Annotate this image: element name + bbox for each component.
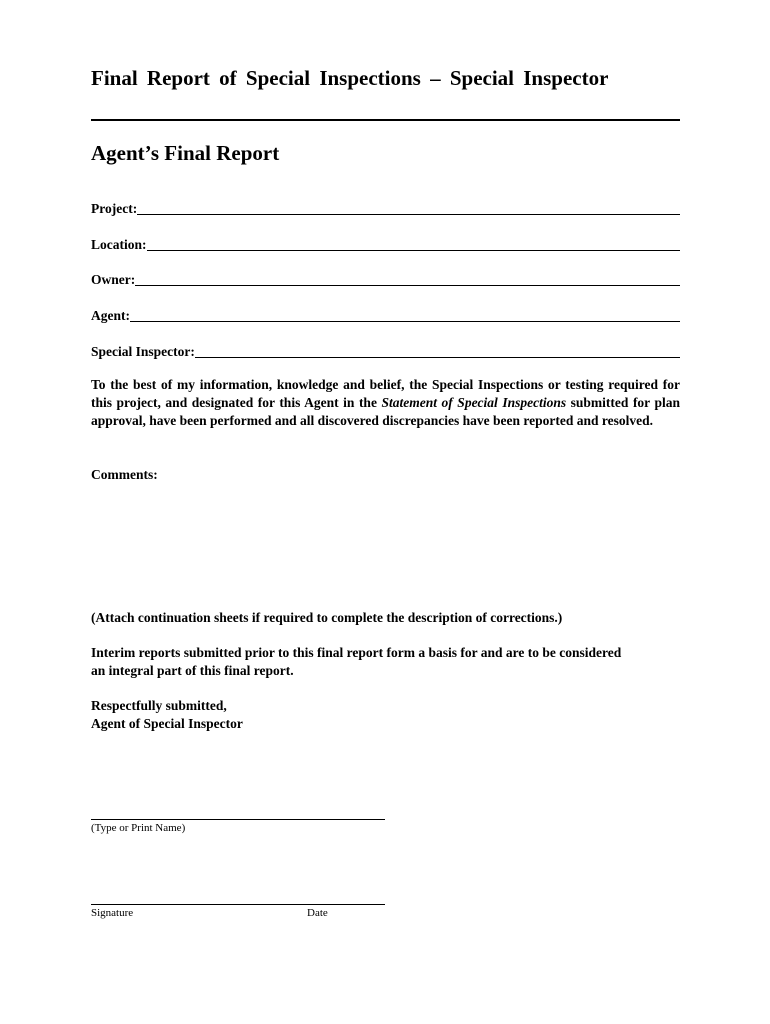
agent-field[interactable] xyxy=(91,304,680,324)
signature-line[interactable] xyxy=(91,904,385,905)
location-input-line[interactable] xyxy=(147,235,681,251)
special-inspector-label: Special Inspector: xyxy=(91,344,195,359)
print-name-label: (Type or Print Name) xyxy=(91,822,186,834)
owner-field[interactable] xyxy=(91,268,680,288)
project-label: Project: xyxy=(91,201,138,216)
print-name-line[interactable] xyxy=(91,819,385,820)
interim-note: Interim reports submitted prior to this final report form a basis for and are to be considered an integral part of this final report. xyxy=(91,645,622,678)
agent-label: Agent: xyxy=(91,308,130,323)
project-field[interactable] xyxy=(91,197,680,217)
owner-input-line[interactable] xyxy=(135,270,680,286)
special-inspector-input-line[interactable] xyxy=(195,342,680,358)
page-title: Final Report of Special Inspections – Special Inspector xyxy=(91,66,609,90)
location-label: Location: xyxy=(91,237,147,252)
project-input-line[interactable] xyxy=(137,199,680,215)
statement-part-1: To the best of my information, knowledge and belief, the Special Inspections or testing required for this project, and designated for this Agent in the xyxy=(91,377,680,410)
page-subtitle: Agent’s Final Report xyxy=(91,141,280,165)
certification-statement xyxy=(91,376,680,430)
signature-label: Signature xyxy=(91,907,134,919)
closing-line-1: Respectfully submitted, xyxy=(91,698,227,713)
special-inspector-field[interactable] xyxy=(91,340,680,360)
statement-italic-title: Statement of Special Inspections xyxy=(381,395,567,410)
closing-line-2: Agent of Special Inspector xyxy=(91,716,243,731)
comments-label: Comments: xyxy=(91,467,158,482)
attach-note: (Attach continuation sheets if required to complete the description of corrections.) xyxy=(91,610,563,625)
owner-label: Owner: xyxy=(91,272,136,287)
title-divider xyxy=(91,119,680,121)
date-label: Date xyxy=(307,907,328,919)
location-field[interactable] xyxy=(91,233,680,253)
statement-part-2: submitted for plan approval, have been performed and all discovered discrepancies have been reported and resolved. xyxy=(91,395,680,428)
agent-input-line[interactable] xyxy=(130,306,680,322)
